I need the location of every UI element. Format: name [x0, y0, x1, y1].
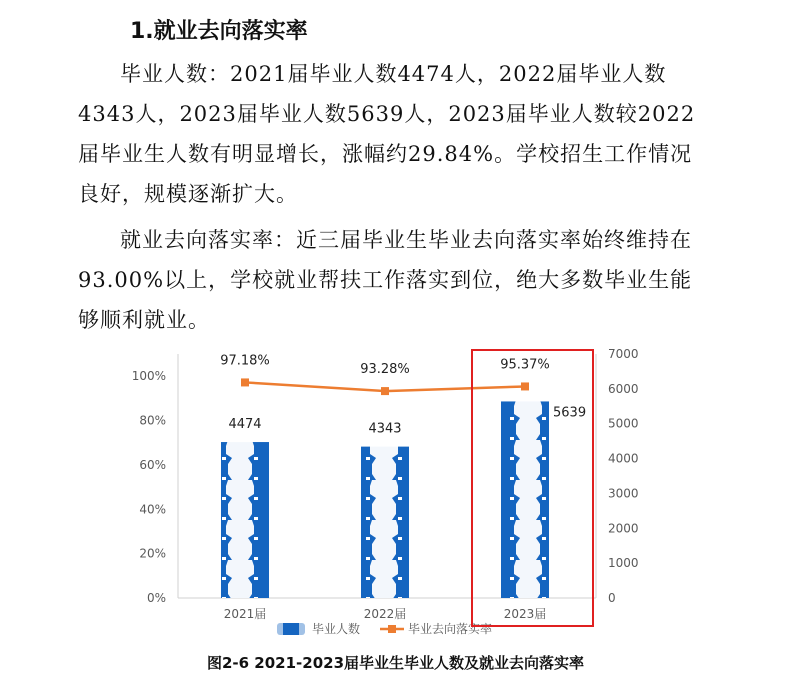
x-tick-label: 2022届 — [363, 607, 407, 621]
line-data-label: 93.28% — [360, 362, 410, 378]
line-data-labels — [220, 353, 550, 377]
legend-line-label: 毕业去向落实率 — [408, 622, 493, 636]
bar-data-label: 5639 — [553, 405, 587, 421]
line-point — [241, 378, 249, 386]
legend — [277, 621, 492, 636]
bar — [221, 442, 269, 598]
x-tick-label: 2023届 — [503, 607, 547, 621]
y-left-tick-label: 40% — [139, 502, 166, 517]
y-right-tick-label: 3000 — [608, 486, 639, 501]
y-left-tick-label: 20% — [139, 546, 166, 561]
y-right-tick-label: 0 — [608, 591, 616, 605]
y-left-tick-label: 60% — [139, 457, 166, 472]
legend-bar-label: 毕业人数 — [312, 622, 361, 636]
y-right-tick-label: 6000 — [608, 381, 639, 396]
line-series — [241, 378, 529, 395]
bar — [361, 447, 409, 598]
bar-data-label: 4474 — [228, 417, 262, 433]
y-left-tick-label: 80% — [139, 413, 166, 428]
line-point — [381, 387, 389, 395]
paragraph-employment-rate: 就业去向落实率：近三届毕业生毕业去向落实率始终维持在93.00%以上，学校就业帮扶工作落实到位，绝大多数毕业生能够顺利就业。 — [78, 228, 693, 332]
bar-data-label: 4343 — [368, 421, 402, 437]
y-right-tick-label: 4000 — [608, 451, 639, 466]
line-data-label: 97.18% — [220, 353, 270, 369]
x-axis — [178, 598, 596, 621]
line-point — [521, 382, 529, 390]
legend-line-marker — [388, 625, 396, 633]
y-axis-right — [596, 347, 639, 605]
line-data-label: 95.37% — [500, 357, 550, 373]
figure-caption: 图2-6 2021-2023届毕业生毕业人数及就业去向落实率 — [206, 654, 585, 672]
y-left-tick-label: 0% — [146, 591, 166, 605]
paragraph-graduates: 毕业人数：2021届毕业人数4474人，2022届毕业人数4343人，2023届毕业人数5639人，2023届毕业人数较2022届毕业生人数有明显增长，涨幅约29.84%。学校招生工作情况良好，规模逐渐扩大。 — [78, 62, 696, 206]
y-left-tick-label: 100% — [131, 369, 166, 384]
y-right-tick-label: 2000 — [608, 521, 639, 536]
x-tick-label: 2021届 — [223, 607, 267, 621]
bar — [501, 401, 549, 598]
y-right-tick-label: 7000 — [608, 347, 639, 361]
y-axis-left — [132, 354, 178, 605]
y-right-tick-label: 5000 — [608, 416, 639, 431]
y-right-tick-label: 1000 — [608, 556, 639, 571]
section-title: 1.就业去向落实率 — [130, 19, 308, 44]
